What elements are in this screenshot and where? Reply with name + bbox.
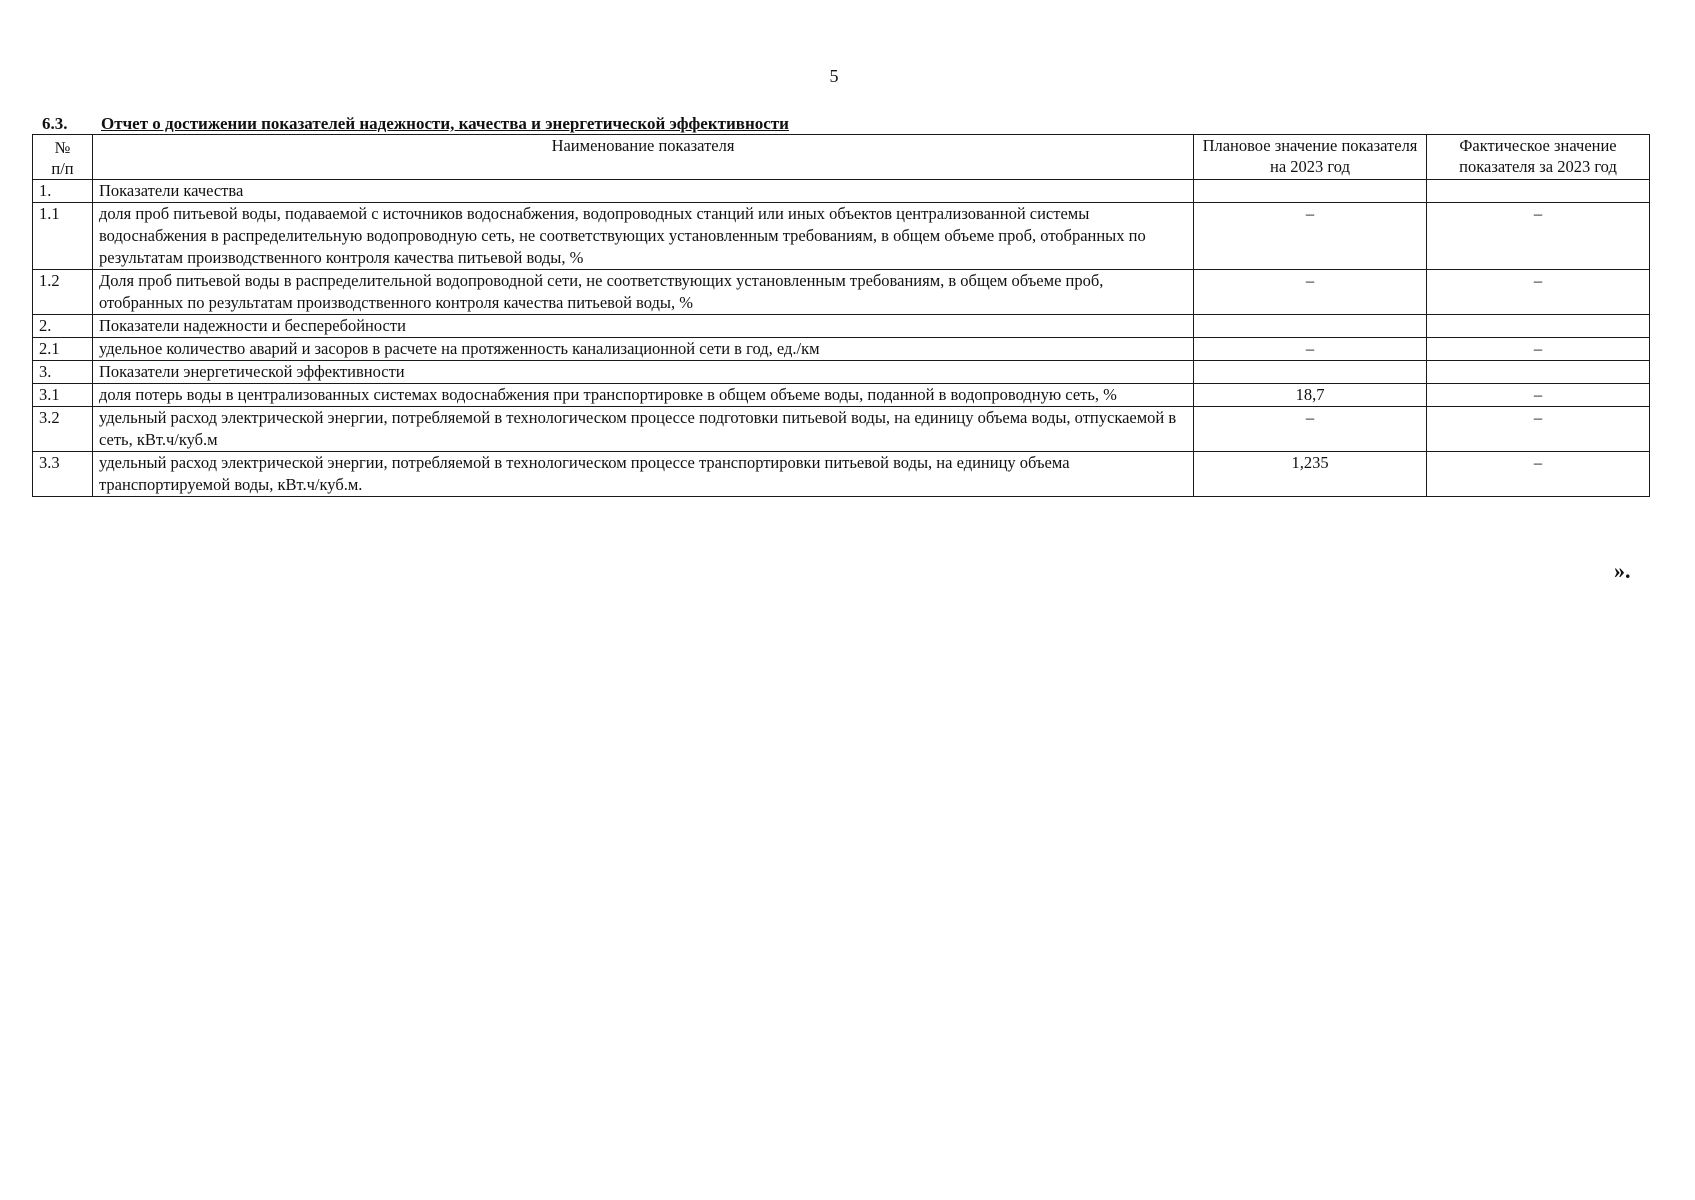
row-plan: – [1194,338,1427,361]
row-plan: – [1194,203,1427,270]
row-fact: – [1427,384,1650,407]
row-fact [1427,180,1650,203]
row-num: 3.3 [33,452,93,497]
row-fact: – [1427,407,1650,452]
row-name: Показатели надежности и бесперебойности [93,315,1194,338]
row-fact [1427,361,1650,384]
table-row [33,452,1650,497]
row-fact: – [1427,270,1650,315]
row-name: Показатели качества [93,180,1194,203]
row-plan: 1,235 [1194,452,1427,497]
row-plan [1194,180,1427,203]
row-name: Доля проб питьевой воды в распределительной водопроводной сети, не соответствующих установленным требованиям, в общем объеме проб, отобранных по результатам производственного контроля качества питьевой воды, % [93,270,1194,315]
page-number: 5 [829,66,839,86]
row-name: доля проб питьевой воды, подаваемой с источников водоснабжения, водопроводных станций или иных объектов централизованной системы водоснабжения в распределительную водопроводную сеть, не соответствующих установленным требованиям, в общем объеме проб, отобранных по результатам производственного контроля качества питьевой воды, % [93,203,1194,270]
row-num: 2.1 [33,338,93,361]
table-row [33,315,1650,338]
table-header-row [33,135,1650,180]
table-row [33,407,1650,452]
row-plan: 18,7 [1194,384,1427,407]
indicators-table [32,134,1650,497]
row-name: удельный расход электрической энергии, потребляемой в технологическом процессе подготовки питьевой воды, на единицу объема воды, отпускаемой в сеть, кВт.ч/куб.м [93,407,1194,452]
header-num: № п/п [33,135,93,180]
row-plan [1194,315,1427,338]
row-name: Показатели энергетической эффективности [93,361,1194,384]
closing-quote-mark: ». [1614,558,1631,583]
row-fact: – [1427,203,1650,270]
row-num: 1.1 [33,203,93,270]
header-fact: Фактическое значение показателя за 2023 год [1427,135,1650,180]
row-num: 3.2 [33,407,93,452]
table-row [33,180,1650,203]
section-title: Отчет о достижении показателей надежности, качества и энергетической эффективности [101,114,789,133]
table-row [33,338,1650,361]
section-number: 6.3. [42,114,68,133]
table-row [33,361,1650,384]
row-fact: – [1427,338,1650,361]
row-num: 1.2 [33,270,93,315]
row-num: 3.1 [33,384,93,407]
row-plan: – [1194,407,1427,452]
row-num: 3. [33,361,93,384]
row-name: удельное количество аварий и засоров в расчете на протяженность канализационной сети в год, ед./км [93,338,1194,361]
header-name: Наименование показателя [93,135,1194,180]
row-name: доля потерь воды в централизованных системах водоснабжения при транспортировке в общем объеме воды, поданной в водопроводную сеть, % [93,384,1194,407]
row-plan [1194,361,1427,384]
table-row [33,203,1650,270]
row-num: 1. [33,180,93,203]
section-heading [42,114,789,134]
table-row [33,270,1650,315]
header-plan: Плановое значение показателя на 2023 год [1194,135,1427,180]
row-num: 2. [33,315,93,338]
row-fact: – [1427,452,1650,497]
table-row [33,384,1650,407]
row-plan: – [1194,270,1427,315]
row-name: удельный расход электрической энергии, потребляемой в технологическом процессе транспортировки питьевой воды, на единицу объема транспортируемой воды, кВт.ч/куб.м. [93,452,1194,497]
row-fact [1427,315,1650,338]
